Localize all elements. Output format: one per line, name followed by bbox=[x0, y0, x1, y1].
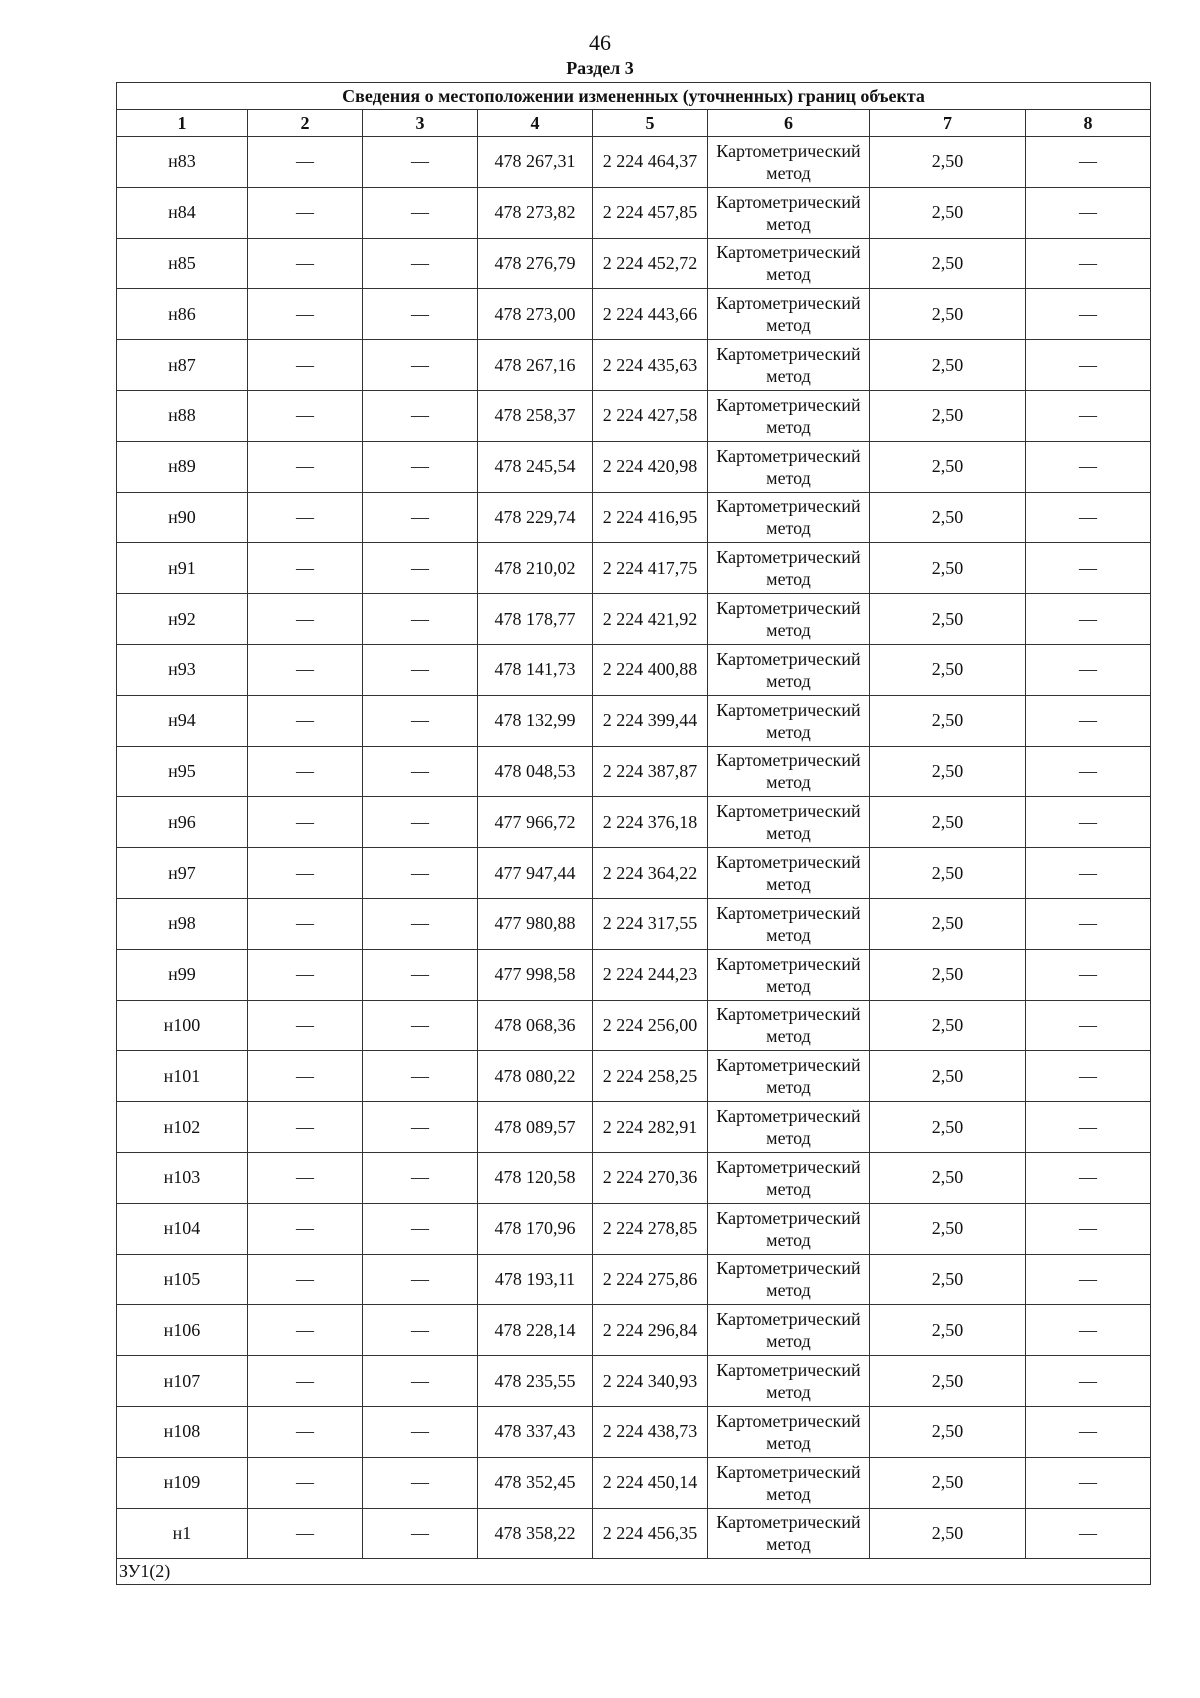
x-coordinate-cell: 478 089,57 bbox=[478, 1102, 593, 1153]
table-row bbox=[117, 441, 1151, 492]
x-coordinate-cell: 478 245,54 bbox=[478, 441, 593, 492]
column-2-cell: — bbox=[248, 949, 363, 1000]
y-coordinate-cell: 2 224 399,44 bbox=[593, 695, 708, 746]
table-row bbox=[117, 238, 1151, 289]
method-cell: Картометрический метод bbox=[708, 1356, 870, 1407]
y-coordinate-cell: 2 224 427,58 bbox=[593, 390, 708, 441]
table-row bbox=[117, 1102, 1151, 1153]
x-coordinate-cell: 478 273,82 bbox=[478, 187, 593, 238]
method-cell: Картометрический метод bbox=[708, 594, 870, 645]
column-2-cell: — bbox=[248, 289, 363, 340]
column-8-cell: — bbox=[1026, 1102, 1151, 1153]
column-2-cell: — bbox=[248, 1406, 363, 1457]
point-name-cell: н86 bbox=[117, 289, 248, 340]
table-row bbox=[117, 1051, 1151, 1102]
column-3-cell: — bbox=[363, 695, 478, 746]
column-8-cell: — bbox=[1026, 1406, 1151, 1457]
point-name-cell: н1 bbox=[117, 1508, 248, 1559]
accuracy-cell: 2,50 bbox=[870, 797, 1026, 848]
column-3-cell: — bbox=[363, 1457, 478, 1508]
column-3-cell: — bbox=[363, 137, 478, 188]
point-name-cell: н87 bbox=[117, 340, 248, 391]
column-3-cell: — bbox=[363, 1203, 478, 1254]
y-coordinate-cell: 2 224 400,88 bbox=[593, 644, 708, 695]
method-cell: Картометрический метод bbox=[708, 746, 870, 797]
x-coordinate-cell: 478 267,16 bbox=[478, 340, 593, 391]
table-row bbox=[117, 1356, 1151, 1407]
column-2-cell: — bbox=[248, 746, 363, 797]
point-name-cell: н102 bbox=[117, 1102, 248, 1153]
y-coordinate-cell: 2 224 270,36 bbox=[593, 1152, 708, 1203]
column-8-cell: — bbox=[1026, 1000, 1151, 1051]
column-3-cell: — bbox=[363, 1152, 478, 1203]
accuracy-cell: 2,50 bbox=[870, 1203, 1026, 1254]
column-3-cell: — bbox=[363, 797, 478, 848]
table-row bbox=[117, 949, 1151, 1000]
column-3-cell: — bbox=[363, 1000, 478, 1051]
column-8-cell: — bbox=[1026, 949, 1151, 1000]
column-3-cell: — bbox=[363, 949, 478, 1000]
column-2-cell: — bbox=[248, 1356, 363, 1407]
column-3-cell: — bbox=[363, 1356, 478, 1407]
method-cell: Картометрический метод bbox=[708, 644, 870, 695]
method-cell: Картометрический метод bbox=[708, 797, 870, 848]
point-name-cell: н93 bbox=[117, 644, 248, 695]
y-coordinate-cell: 2 224 296,84 bbox=[593, 1305, 708, 1356]
accuracy-cell: 2,50 bbox=[870, 187, 1026, 238]
column-header-6: 6 bbox=[708, 110, 870, 137]
x-coordinate-cell: 478 358,22 bbox=[478, 1508, 593, 1559]
column-header-8: 8 bbox=[1026, 110, 1151, 137]
column-8-cell: — bbox=[1026, 1508, 1151, 1559]
column-3-cell: — bbox=[363, 1305, 478, 1356]
column-2-cell: — bbox=[248, 441, 363, 492]
x-coordinate-cell: 478 229,74 bbox=[478, 492, 593, 543]
column-3-cell: — bbox=[363, 644, 478, 695]
column-3-cell: — bbox=[363, 340, 478, 391]
method-cell: Картометрический метод bbox=[708, 187, 870, 238]
column-3-cell: — bbox=[363, 1406, 478, 1457]
point-name-cell: н94 bbox=[117, 695, 248, 746]
column-2-cell: — bbox=[248, 1152, 363, 1203]
column-8-cell: — bbox=[1026, 390, 1151, 441]
table-row bbox=[117, 340, 1151, 391]
method-cell: Картометрический метод bbox=[708, 1000, 870, 1051]
column-2-cell: — bbox=[248, 340, 363, 391]
y-coordinate-cell: 2 224 457,85 bbox=[593, 187, 708, 238]
y-coordinate-cell: 2 224 282,91 bbox=[593, 1102, 708, 1153]
column-2-cell: — bbox=[248, 898, 363, 949]
table-row bbox=[117, 1508, 1151, 1559]
table-row bbox=[117, 797, 1151, 848]
accuracy-cell: 2,50 bbox=[870, 289, 1026, 340]
x-coordinate-cell: 478 068,36 bbox=[478, 1000, 593, 1051]
accuracy-cell: 2,50 bbox=[870, 340, 1026, 391]
column-3-cell: — bbox=[363, 1254, 478, 1305]
point-name-cell: н89 bbox=[117, 441, 248, 492]
column-8-cell: — bbox=[1026, 1356, 1151, 1407]
column-3-cell: — bbox=[363, 1102, 478, 1153]
y-coordinate-cell: 2 224 435,63 bbox=[593, 340, 708, 391]
column-3-cell: — bbox=[363, 746, 478, 797]
point-name-cell: н104 bbox=[117, 1203, 248, 1254]
column-header-3: 3 bbox=[363, 110, 478, 137]
column-8-cell: — bbox=[1026, 492, 1151, 543]
x-coordinate-cell: 478 141,73 bbox=[478, 644, 593, 695]
column-3-cell: — bbox=[363, 594, 478, 645]
y-coordinate-cell: 2 224 275,86 bbox=[593, 1254, 708, 1305]
method-cell: Картометрический метод bbox=[708, 1406, 870, 1457]
y-coordinate-cell: 2 224 420,98 bbox=[593, 441, 708, 492]
table-row bbox=[117, 848, 1151, 899]
column-2-cell: — bbox=[248, 187, 363, 238]
section-title: Раздел 3 bbox=[566, 58, 634, 78]
point-name-cell: н90 bbox=[117, 492, 248, 543]
accuracy-cell: 2,50 bbox=[870, 848, 1026, 899]
column-2-cell: — bbox=[248, 238, 363, 289]
column-header-7: 7 bbox=[870, 110, 1026, 137]
column-8-cell: — bbox=[1026, 289, 1151, 340]
y-coordinate-cell: 2 224 438,73 bbox=[593, 1406, 708, 1457]
method-cell: Картометрический метод bbox=[708, 137, 870, 188]
column-8-cell: — bbox=[1026, 1254, 1151, 1305]
column-header-5: 5 bbox=[593, 110, 708, 137]
point-name-cell: н92 bbox=[117, 594, 248, 645]
column-3-cell: — bbox=[363, 187, 478, 238]
column-2-cell: — bbox=[248, 390, 363, 441]
column-8-cell: — bbox=[1026, 543, 1151, 594]
table-row bbox=[117, 1152, 1151, 1203]
point-name-cell: н85 bbox=[117, 238, 248, 289]
x-coordinate-cell: 477 947,44 bbox=[478, 848, 593, 899]
accuracy-cell: 2,50 bbox=[870, 492, 1026, 543]
column-8-cell: — bbox=[1026, 187, 1151, 238]
method-cell: Картометрический метод bbox=[708, 492, 870, 543]
method-cell: Картометрический метод bbox=[708, 289, 870, 340]
column-8-cell: — bbox=[1026, 340, 1151, 391]
point-name-cell: н108 bbox=[117, 1406, 248, 1457]
accuracy-cell: 2,50 bbox=[870, 137, 1026, 188]
y-coordinate-cell: 2 224 258,25 bbox=[593, 1051, 708, 1102]
column-2-cell: — bbox=[248, 1051, 363, 1102]
column-8-cell: — bbox=[1026, 1152, 1151, 1203]
column-2-cell: — bbox=[248, 1457, 363, 1508]
y-coordinate-cell: 2 224 452,72 bbox=[593, 238, 708, 289]
table-row bbox=[117, 695, 1151, 746]
x-coordinate-cell: 478 267,31 bbox=[478, 137, 593, 188]
x-coordinate-cell: 478 258,37 bbox=[478, 390, 593, 441]
column-8-cell: — bbox=[1026, 441, 1151, 492]
column-3-cell: — bbox=[363, 238, 478, 289]
accuracy-cell: 2,50 bbox=[870, 1051, 1026, 1102]
column-3-cell: — bbox=[363, 1051, 478, 1102]
column-2-cell: — bbox=[248, 543, 363, 594]
point-name-cell: н109 bbox=[117, 1457, 248, 1508]
accuracy-cell: 2,50 bbox=[870, 898, 1026, 949]
y-coordinate-cell: 2 224 417,75 bbox=[593, 543, 708, 594]
column-8-cell: — bbox=[1026, 594, 1151, 645]
method-cell: Картометрический метод bbox=[708, 898, 870, 949]
column-3-cell: — bbox=[363, 1508, 478, 1559]
accuracy-cell: 2,50 bbox=[870, 695, 1026, 746]
x-coordinate-cell: 478 080,22 bbox=[478, 1051, 593, 1102]
method-cell: Картометрический метод bbox=[708, 543, 870, 594]
y-coordinate-cell: 2 224 364,22 bbox=[593, 848, 708, 899]
x-coordinate-cell: 477 998,58 bbox=[478, 949, 593, 1000]
method-cell: Картометрический метод bbox=[708, 695, 870, 746]
column-3-cell: — bbox=[363, 390, 478, 441]
accuracy-cell: 2,50 bbox=[870, 1152, 1026, 1203]
point-name-cell: н101 bbox=[117, 1051, 248, 1102]
x-coordinate-cell: 477 980,88 bbox=[478, 898, 593, 949]
column-2-cell: — bbox=[248, 695, 363, 746]
point-name-cell: н83 bbox=[117, 137, 248, 188]
point-name-cell: н107 bbox=[117, 1356, 248, 1407]
point-name-cell: н105 bbox=[117, 1254, 248, 1305]
column-header-1: 1 bbox=[117, 110, 248, 137]
y-coordinate-cell: 2 224 443,66 bbox=[593, 289, 708, 340]
column-2-cell: — bbox=[248, 492, 363, 543]
column-8-cell: — bbox=[1026, 1457, 1151, 1508]
point-name-cell: н95 bbox=[117, 746, 248, 797]
x-coordinate-cell: 478 228,14 bbox=[478, 1305, 593, 1356]
column-2-cell: — bbox=[248, 1000, 363, 1051]
column-2-cell: — bbox=[248, 1102, 363, 1153]
method-cell: Картометрический метод bbox=[708, 1508, 870, 1559]
table-row bbox=[117, 644, 1151, 695]
column-2-cell: — bbox=[248, 1508, 363, 1559]
x-coordinate-cell: 477 966,72 bbox=[478, 797, 593, 848]
y-coordinate-cell: 2 224 387,87 bbox=[593, 746, 708, 797]
column-header-4: 4 bbox=[478, 110, 593, 137]
table-row bbox=[117, 1000, 1151, 1051]
point-name-cell: н96 bbox=[117, 797, 248, 848]
accuracy-cell: 2,50 bbox=[870, 1305, 1026, 1356]
accuracy-cell: 2,50 bbox=[870, 390, 1026, 441]
column-8-cell: — bbox=[1026, 746, 1151, 797]
column-3-cell: — bbox=[363, 492, 478, 543]
x-coordinate-cell: 478 193,11 bbox=[478, 1254, 593, 1305]
table-caption: Сведения о местоположении измененных (уточненных) границ объекта bbox=[117, 83, 1151, 110]
accuracy-cell: 2,50 bbox=[870, 746, 1026, 797]
x-coordinate-cell: 478 337,43 bbox=[478, 1406, 593, 1457]
column-3-cell: — bbox=[363, 543, 478, 594]
column-8-cell: — bbox=[1026, 644, 1151, 695]
column-8-cell: — bbox=[1026, 898, 1151, 949]
column-2-cell: — bbox=[248, 644, 363, 695]
y-coordinate-cell: 2 224 278,85 bbox=[593, 1203, 708, 1254]
column-8-cell: — bbox=[1026, 1203, 1151, 1254]
table-row bbox=[117, 1406, 1151, 1457]
point-name-cell: н98 bbox=[117, 898, 248, 949]
method-cell: Картометрический метод bbox=[708, 1152, 870, 1203]
table-row bbox=[117, 289, 1151, 340]
y-coordinate-cell: 2 224 450,14 bbox=[593, 1457, 708, 1508]
y-coordinate-cell: 2 224 317,55 bbox=[593, 898, 708, 949]
x-coordinate-cell: 478 352,45 bbox=[478, 1457, 593, 1508]
table-row bbox=[117, 1203, 1151, 1254]
method-cell: Картометрический метод bbox=[708, 390, 870, 441]
column-header-2: 2 bbox=[248, 110, 363, 137]
column-8-cell: — bbox=[1026, 1305, 1151, 1356]
y-coordinate-cell: 2 224 376,18 bbox=[593, 797, 708, 848]
accuracy-cell: 2,50 bbox=[870, 644, 1026, 695]
point-name-cell: н88 bbox=[117, 390, 248, 441]
column-3-cell: — bbox=[363, 289, 478, 340]
x-coordinate-cell: 478 178,77 bbox=[478, 594, 593, 645]
y-coordinate-cell: 2 224 421,92 bbox=[593, 594, 708, 645]
column-3-cell: — bbox=[363, 441, 478, 492]
point-name-cell: н103 bbox=[117, 1152, 248, 1203]
x-coordinate-cell: 478 273,00 bbox=[478, 289, 593, 340]
table-row bbox=[117, 898, 1151, 949]
x-coordinate-cell: 478 210,02 bbox=[478, 543, 593, 594]
y-coordinate-cell: 2 224 340,93 bbox=[593, 1356, 708, 1407]
accuracy-cell: 2,50 bbox=[870, 543, 1026, 594]
accuracy-cell: 2,50 bbox=[870, 1457, 1026, 1508]
x-coordinate-cell: 478 276,79 bbox=[478, 238, 593, 289]
y-coordinate-cell: 2 224 464,37 bbox=[593, 137, 708, 188]
column-8-cell: — bbox=[1026, 1051, 1151, 1102]
y-coordinate-cell: 2 224 244,23 bbox=[593, 949, 708, 1000]
boundary-table bbox=[116, 82, 1151, 1585]
table-footer: ЗУ1(2) bbox=[117, 1559, 1151, 1585]
column-2-cell: — bbox=[248, 1203, 363, 1254]
column-2-cell: — bbox=[248, 594, 363, 645]
method-cell: Картометрический метод bbox=[708, 1457, 870, 1508]
accuracy-cell: 2,50 bbox=[870, 594, 1026, 645]
column-8-cell: — bbox=[1026, 848, 1151, 899]
x-coordinate-cell: 478 132,99 bbox=[478, 695, 593, 746]
column-3-cell: — bbox=[363, 848, 478, 899]
table-row bbox=[117, 543, 1151, 594]
column-2-cell: — bbox=[248, 137, 363, 188]
column-8-cell: — bbox=[1026, 238, 1151, 289]
x-coordinate-cell: 478 235,55 bbox=[478, 1356, 593, 1407]
column-3-cell: — bbox=[363, 898, 478, 949]
page-number: 46 bbox=[589, 30, 611, 55]
table-row bbox=[117, 594, 1151, 645]
point-name-cell: н106 bbox=[117, 1305, 248, 1356]
table-row bbox=[117, 187, 1151, 238]
accuracy-cell: 2,50 bbox=[870, 1000, 1026, 1051]
x-coordinate-cell: 478 120,58 bbox=[478, 1152, 593, 1203]
method-cell: Картометрический метод bbox=[708, 949, 870, 1000]
table-row bbox=[117, 390, 1151, 441]
accuracy-cell: 2,50 bbox=[870, 949, 1026, 1000]
accuracy-cell: 2,50 bbox=[870, 441, 1026, 492]
accuracy-cell: 2,50 bbox=[870, 1254, 1026, 1305]
point-name-cell: н84 bbox=[117, 187, 248, 238]
method-cell: Картометрический метод bbox=[708, 1254, 870, 1305]
table-row bbox=[117, 492, 1151, 543]
point-name-cell: н97 bbox=[117, 848, 248, 899]
method-cell: Картометрический метод bbox=[708, 1102, 870, 1153]
y-coordinate-cell: 2 224 256,00 bbox=[593, 1000, 708, 1051]
method-cell: Картометрический метод bbox=[708, 848, 870, 899]
y-coordinate-cell: 2 224 416,95 bbox=[593, 492, 708, 543]
point-name-cell: н99 bbox=[117, 949, 248, 1000]
method-cell: Картометрический метод bbox=[708, 238, 870, 289]
accuracy-cell: 2,50 bbox=[870, 1508, 1026, 1559]
table-row bbox=[117, 1305, 1151, 1356]
method-cell: Картометрический метод bbox=[708, 441, 870, 492]
column-8-cell: — bbox=[1026, 797, 1151, 848]
point-name-cell: н100 bbox=[117, 1000, 248, 1051]
accuracy-cell: 2,50 bbox=[870, 238, 1026, 289]
x-coordinate-cell: 478 048,53 bbox=[478, 746, 593, 797]
accuracy-cell: 2,50 bbox=[870, 1356, 1026, 1407]
y-coordinate-cell: 2 224 456,35 bbox=[593, 1508, 708, 1559]
method-cell: Картометрический метод bbox=[708, 1051, 870, 1102]
column-8-cell: — bbox=[1026, 137, 1151, 188]
column-2-cell: — bbox=[248, 848, 363, 899]
method-cell: Картометрический метод bbox=[708, 1203, 870, 1254]
x-coordinate-cell: 478 170,96 bbox=[478, 1203, 593, 1254]
point-name-cell: н91 bbox=[117, 543, 248, 594]
table-row bbox=[117, 1457, 1151, 1508]
table-row bbox=[117, 137, 1151, 188]
table-row bbox=[117, 1254, 1151, 1305]
column-2-cell: — bbox=[248, 1254, 363, 1305]
column-8-cell: — bbox=[1026, 695, 1151, 746]
method-cell: Картометрический метод bbox=[708, 340, 870, 391]
column-2-cell: — bbox=[248, 1305, 363, 1356]
accuracy-cell: 2,50 bbox=[870, 1102, 1026, 1153]
method-cell: Картометрический метод bbox=[708, 1305, 870, 1356]
column-2-cell: — bbox=[248, 797, 363, 848]
accuracy-cell: 2,50 bbox=[870, 1406, 1026, 1457]
table-row bbox=[117, 746, 1151, 797]
